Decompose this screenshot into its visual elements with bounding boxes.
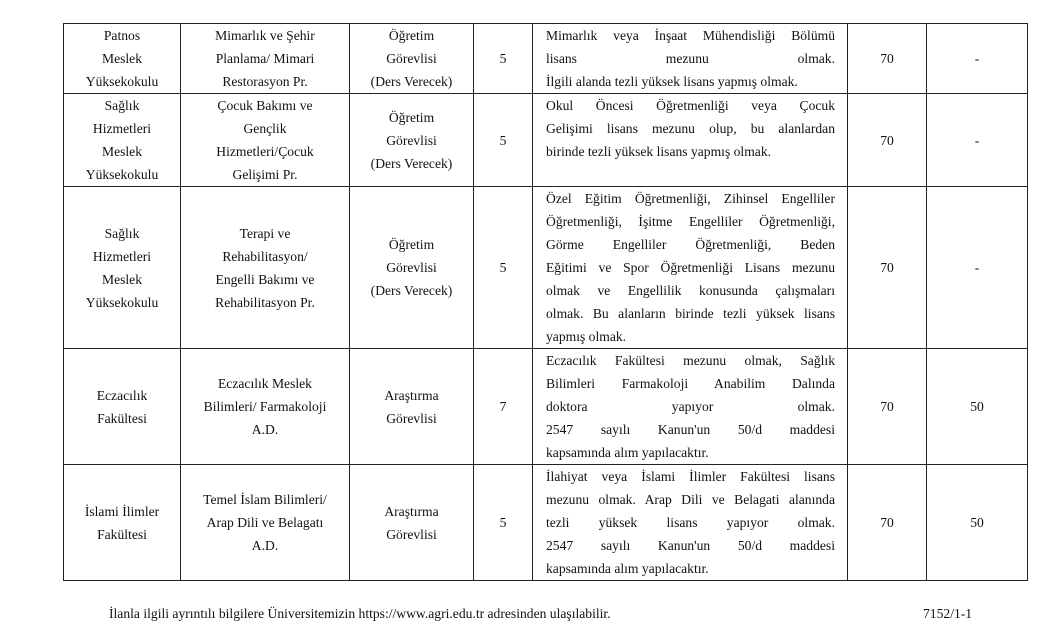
title-cell-line: (Ders Verecek)	[370, 283, 453, 298]
requirements-cell-line: lisans mezunu olmak.	[546, 51, 835, 66]
requirements-cell-line: Görme Engelliler Öğretmenliği, Beden	[546, 237, 835, 252]
degree-cell: 5	[474, 24, 533, 94]
requirements-cell-line: İlgili alanda tezli yüksek lisans yapmış olmak.	[546, 74, 798, 89]
requirements-cell-line: Mimarlık veya İnşaat Mühendisliği Bölümü	[546, 28, 835, 43]
unit-cell	[64, 94, 181, 187]
department-cell-line: Engelli Bakımı ve	[215, 271, 315, 287]
department-cell-line: Rehabilitasyon Pr.	[215, 294, 315, 310]
department-cell-line: A.D.	[251, 538, 279, 553]
language-score-cell: -	[927, 94, 1028, 187]
requirements-cell-line: tezli yüksek lisans yapıyor olmak.	[546, 515, 835, 530]
requirements-cell-line: doktora yapıyor olmak.	[546, 399, 835, 414]
department-cell-line: Bilimleri/ Farmakoloji	[203, 399, 327, 414]
requirements-cell-line: 2547 sayılı Kanun'un 50/d maddesi	[546, 422, 835, 437]
unit-cell-line: Yüksekokulu	[85, 167, 159, 182]
unit-cell-line: Patnos	[103, 28, 141, 43]
ales-score-cell: 70	[848, 465, 927, 581]
department-cell	[181, 187, 350, 349]
unit-cell-line: Sağlık	[104, 225, 140, 241]
ales-score-cell: 70	[848, 349, 927, 465]
degree-cell: 5	[474, 187, 533, 349]
requirements-cell-line: Özel Eğitim Öğretmenliği, Zihinsel Engelliler	[546, 191, 835, 206]
requirements-cell-line: Bilimleri Farmakoloji Anabilim Dalında	[546, 376, 835, 391]
title-cell-line: (Ders Verecek)	[370, 74, 453, 89]
degree-cell: 5	[474, 94, 533, 187]
title-cell	[350, 465, 474, 581]
unit-cell	[64, 349, 181, 465]
requirements-cell	[533, 349, 848, 465]
unit-cell	[64, 24, 181, 94]
department-cell-line: Temel İslam Bilimleri/	[203, 492, 327, 507]
requirements-cell-line: olmak. Bu alanların birinde tezli yüksek lisans	[546, 306, 835, 321]
unit-cell-line: Fakültesi	[97, 526, 147, 542]
title-cell	[350, 94, 474, 187]
unit-cell-line: Fakültesi	[97, 410, 147, 426]
unit-cell-line: Meslek	[101, 271, 143, 287]
requirements-cell-line: kapsamında alım yapılacaktır.	[546, 445, 709, 460]
degree-cell: 5	[474, 465, 533, 581]
department-cell-line: Hizmetleri/Çocuk	[216, 144, 314, 159]
position-table-body	[64, 24, 1028, 581]
requirements-cell-line: İlahiyat veya İslami İlimler Fakültesi lisans	[546, 469, 835, 484]
language-score-cell: 50	[927, 349, 1028, 465]
department-cell-line: Gelişimi Pr.	[232, 167, 298, 182]
title-cell	[350, 24, 474, 94]
department-cell-line: Planlama/ Mimari	[215, 51, 315, 66]
department-cell	[181, 349, 350, 465]
ales-score-cell: 70	[848, 187, 927, 349]
department-cell	[181, 465, 350, 581]
unit-cell-line: Yüksekokulu	[85, 74, 159, 89]
unit-cell	[64, 187, 181, 349]
department-cell-line: Gençlik	[243, 121, 287, 136]
title-cell	[350, 187, 474, 349]
table-row	[64, 349, 1028, 465]
unit-cell-line: Eczacılık	[96, 387, 148, 403]
department-cell-line: Terapi ve	[239, 225, 291, 241]
requirements-cell-line: Eğitimi ve Spor Öğretmenliği Lisans mezunu	[546, 260, 835, 275]
unit-cell-line: Sağlık	[104, 98, 140, 113]
unit-cell-line: Meslek	[101, 144, 143, 159]
department-cell-line: Restorasyon Pr.	[222, 74, 308, 89]
unit-cell	[64, 465, 181, 581]
requirements-cell-line: Öğretmenliği, İşitme Engelliler Öğretmenliği,	[546, 214, 835, 229]
department-cell	[181, 94, 350, 187]
requirements-cell-line: birinde tezli yüksek lisans yapmış olmak.	[546, 144, 772, 159]
unit-cell-line: İslami İlimler	[84, 503, 160, 519]
unit-cell-line: Hizmetleri	[92, 121, 152, 136]
language-score-cell: -	[927, 24, 1028, 94]
title-cell-line: Araştırma	[384, 503, 439, 519]
title-cell	[350, 349, 474, 465]
requirements-cell-line: 2547 sayılı Kanun'un 50/d maddesi	[546, 538, 835, 553]
language-score-cell: -	[927, 187, 1028, 349]
department-cell-line: Rehabilitasyon/	[222, 248, 308, 264]
footer-note: İlanla ilgili ayrıntılı bilgilere Üniversitemizin https://www.agri.edu.tr adresinden ulaşılabilir.	[109, 606, 611, 621]
table-row	[64, 94, 1028, 187]
ales-score-cell: 70	[848, 94, 927, 187]
department-cell-line: A.D.	[251, 422, 279, 437]
table-row	[64, 187, 1028, 349]
title-cell-line: Görevlisi	[386, 51, 437, 66]
document-code: 7152/1-1	[923, 606, 973, 621]
requirements-cell	[533, 24, 848, 94]
requirements-cell-line: yapmış olmak.	[546, 329, 627, 344]
department-cell-line: Arap Dili ve Belagatı	[206, 515, 324, 530]
requirements-cell-line: kapsamında alım yapılacaktır.	[546, 561, 709, 576]
title-cell-line: Araştırma	[384, 387, 439, 403]
title-cell-line: Görevlisi	[386, 410, 437, 426]
requirements-cell-line: Eczacılık Fakültesi mezunu olmak, Sağlık	[546, 353, 835, 368]
position-table	[63, 23, 1028, 581]
department-cell-line: Eczacılık Meslek	[218, 376, 312, 391]
title-cell-line: Görevlisi	[386, 260, 437, 275]
unit-cell-line: Yüksekokulu	[85, 294, 159, 310]
ales-score-cell: 70	[848, 24, 927, 94]
requirements-cell	[533, 94, 848, 187]
unit-cell-line: Hizmetleri	[92, 248, 152, 264]
title-cell-line: Öğretim	[388, 237, 435, 252]
requirements-cell-line: Gelişimi lisans mezunu olup, bu alanlardan	[546, 121, 835, 136]
requirements-cell-line: olmak ve Engellilik konusunda çalışmaları	[546, 283, 835, 298]
requirements-cell-line: Okul Öncesi Öğretmenliği veya Çocuk	[546, 98, 835, 113]
title-cell-line: Öğretim	[388, 28, 435, 43]
department-cell	[181, 24, 350, 94]
unit-cell-line: Meslek	[101, 51, 143, 66]
title-cell-line: (Ders Verecek)	[370, 155, 453, 171]
requirements-cell	[533, 465, 848, 581]
title-cell-line: Öğretim	[388, 109, 435, 125]
table-row	[64, 24, 1028, 94]
requirements-cell	[533, 187, 848, 349]
degree-cell: 7	[474, 349, 533, 465]
requirements-cell-line: mezunu olmak. Arap Dili ve Belagati alanında	[546, 492, 835, 507]
table-row	[64, 465, 1028, 581]
language-score-cell: 50	[927, 465, 1028, 581]
title-cell-line: Görevlisi	[386, 526, 437, 542]
title-cell-line: Görevlisi	[386, 132, 437, 148]
department-cell-line: Çocuk Bakımı ve	[217, 98, 313, 113]
department-cell-line: Mimarlık ve Şehir	[215, 28, 315, 43]
